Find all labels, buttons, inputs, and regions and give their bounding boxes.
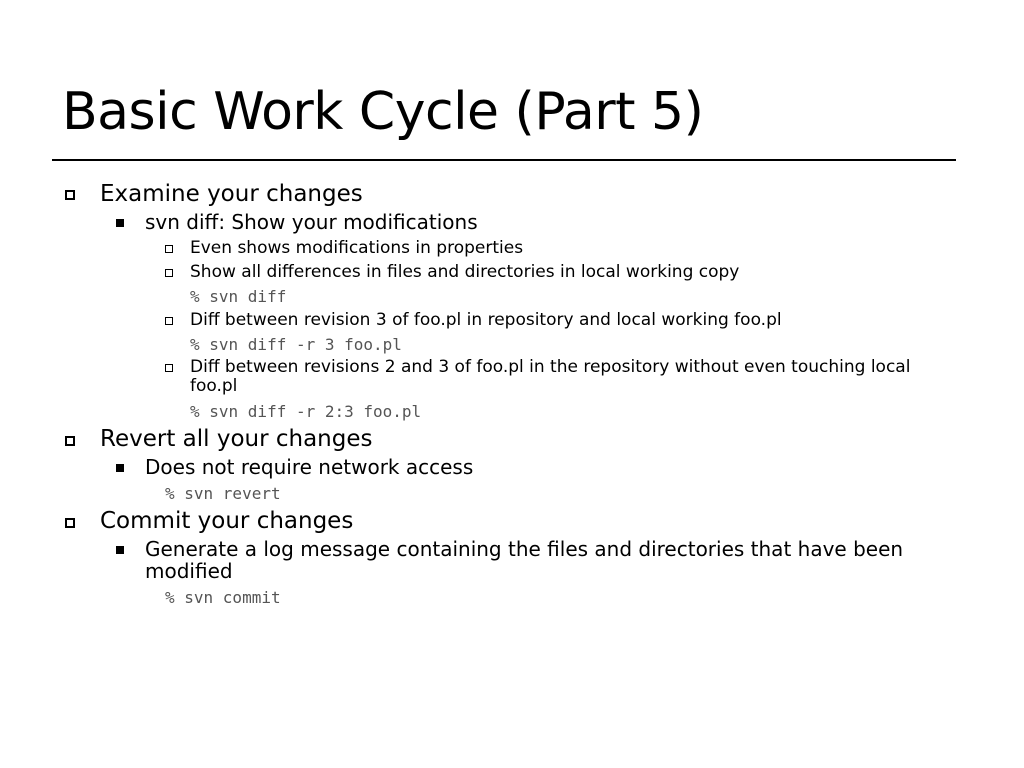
small-hollow-square-bullet-icon: [165, 317, 173, 325]
detail-text: Diff between revision 3 of foo.pl in repository and local working foo.pl: [190, 310, 782, 330]
section-heading: Examine your changes: [100, 181, 363, 207]
detail-text: Show all differences in files and directories in local working copy: [190, 262, 740, 282]
subitem-text: Does not require network access: [145, 455, 474, 479]
hollow-square-bullet-icon: [65, 190, 75, 200]
section-heading: Revert all your changes: [100, 426, 373, 452]
code-snippet: % svn diff: [190, 287, 287, 306]
hollow-square-bullet-icon: [65, 518, 75, 528]
hollow-square-bullet-icon: [65, 436, 75, 446]
code-snippet: % svn diff -r 2:3 foo.pl: [190, 402, 422, 421]
detail-text: Even shows modifications in properties: [190, 238, 524, 258]
filled-square-bullet-icon: [116, 546, 124, 554]
detail-text: Diff between revisions 2 and 3 of foo.pl in the repository without even touching local foo.pl: [190, 357, 911, 396]
code-snippet: % svn commit: [165, 588, 281, 607]
filled-square-bullet-icon: [116, 219, 124, 227]
section-heading: Commit your changes: [100, 508, 354, 534]
small-hollow-square-bullet-icon: [165, 364, 173, 372]
small-hollow-square-bullet-icon: [165, 245, 173, 253]
code-snippet: % svn diff -r 3 foo.pl: [190, 335, 402, 354]
filled-square-bullet-icon: [116, 464, 124, 472]
slide-title: Basic Work Cycle (Part 5): [62, 82, 704, 142]
subitem-text: Generate a log message containing the files and directories that have been modified: [145, 537, 904, 583]
code-snippet: % svn revert: [165, 484, 281, 503]
subitem-text: svn diff: Show your modifications: [145, 210, 478, 234]
small-hollow-square-bullet-icon: [165, 269, 173, 277]
